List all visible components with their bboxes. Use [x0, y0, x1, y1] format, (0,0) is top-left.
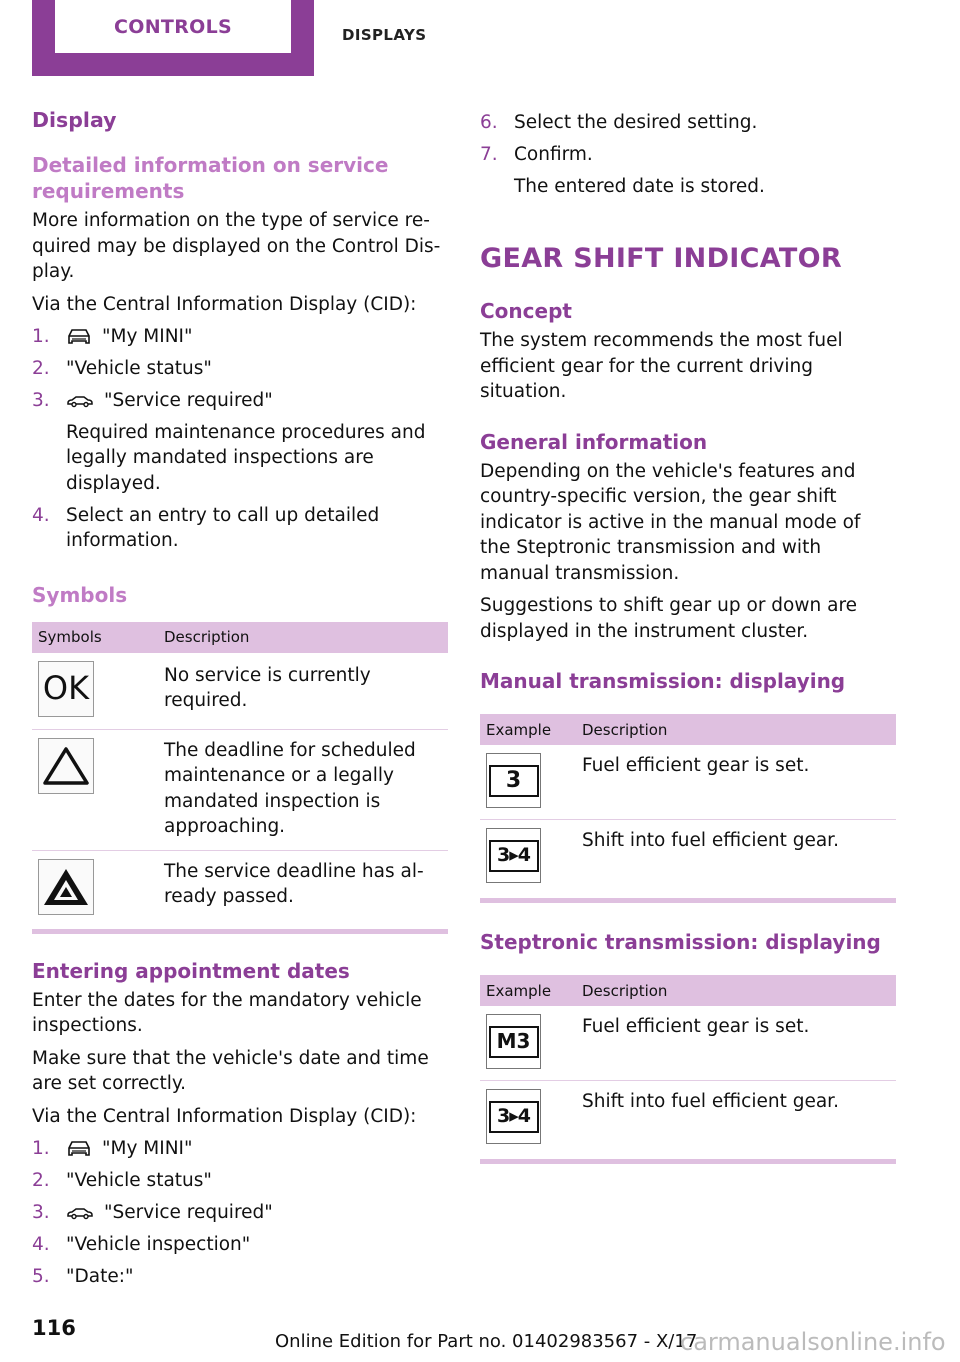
step-number: 3.: [32, 1202, 50, 1223]
general-info-heading: General information: [480, 429, 708, 454]
page-number: 116: [32, 1316, 76, 1340]
tab-displays[interactable]: DISPLAYS: [342, 26, 427, 44]
step-text: "My MINI": [102, 326, 193, 347]
step-number: 1.: [32, 326, 50, 347]
table-row: [32, 653, 448, 730]
steps-list-2: [32, 1136, 448, 1290]
list-item: [32, 1168, 448, 1194]
edition-text: Online Edition for Part no. 01402983567 - X/17: [275, 1331, 698, 1352]
gear-indicator-icon: 3: [486, 753, 541, 808]
step-number: 6.: [480, 112, 498, 133]
right-column: [480, 108, 896, 1164]
step-text: Select the desired setting.: [514, 112, 758, 133]
gear-shift-up-icon: 3▸4: [486, 1089, 541, 1144]
list-item: [32, 388, 448, 496]
step-number: 5.: [32, 1266, 50, 1287]
step-number: 7.: [480, 144, 498, 165]
appointment-text-2: Make sure that the vehicle's date and time are set correctly.: [32, 1047, 429, 1094]
step-number: 2.: [32, 358, 50, 379]
table-header-row: [32, 622, 448, 653]
warning-outline-icon: [38, 738, 94, 794]
list-item: [32, 503, 448, 554]
column-header: Description: [158, 622, 448, 653]
column-header: Symbols: [32, 622, 158, 653]
list-item: [32, 1264, 448, 1290]
symbols-heading: Symbols: [32, 582, 128, 607]
left-column: [32, 108, 448, 1296]
list-item: [32, 1200, 448, 1226]
tab-controls[interactable]: [32, 0, 314, 76]
table-row: [480, 820, 896, 895]
list-item: [480, 142, 896, 199]
list-item: [480, 110, 896, 136]
table-row: [480, 1081, 896, 1156]
table-row: [480, 1006, 896, 1081]
table-cell-desc: The service deadline has already passed.: [164, 860, 424, 907]
manual-transmission-heading: Manual transmission: displaying: [480, 669, 846, 693]
table-row: [32, 850, 448, 925]
via-cid-text: Via the Central Information Display (CID):: [32, 293, 417, 315]
general-info-text-1: Depending on the vehicle's features and country-specific version, the gear shift indicator is active in the manual mode of the Steptronic transmission and with manual transmission.: [480, 460, 861, 584]
gear-shift-heading: GEAR SHIFT INDICATOR: [480, 243, 842, 274]
steptronic-heading: Steptronic transmission: displaying: [480, 930, 881, 954]
car-front-icon: [66, 1140, 92, 1158]
table-end-rule: [32, 929, 448, 934]
symbols-table: [32, 622, 448, 925]
table-end-rule: [480, 898, 896, 903]
list-item: [32, 1136, 448, 1162]
concept-heading: Concept: [480, 299, 572, 323]
step-text: Select an entry to call up detailed information.: [66, 504, 380, 551]
step-number: 4.: [32, 504, 50, 526]
table-end-rule: [480, 1159, 896, 1164]
list-item: [32, 1232, 448, 1258]
car-side-icon: [66, 1206, 94, 1220]
car-side-icon: [66, 394, 94, 408]
step-text: "Service required": [104, 390, 273, 411]
concept-text: The system recommends the most fuel efficient gear for the current driving situation.: [480, 330, 843, 402]
gear-shift-up-icon: 3▸4: [486, 828, 541, 883]
step-text: "Vehicle status": [66, 358, 212, 379]
table-header-row: [480, 714, 896, 745]
column-header: Description: [576, 714, 896, 745]
step-subtext: The entered date is stored.: [514, 175, 765, 197]
step-text: "My MINI": [102, 1138, 193, 1159]
list-item: [32, 324, 448, 350]
list-item: [32, 356, 448, 382]
appointment-heading: Entering appointment dates: [32, 958, 350, 983]
manual-transmission-table: [480, 714, 896, 894]
gear-indicator-icon: M3: [486, 1014, 541, 1069]
steps-list-continued: [480, 110, 896, 199]
column-header: Example: [480, 975, 576, 1006]
step-number: 2.: [32, 1170, 50, 1191]
step-text: Confirm.: [514, 144, 593, 165]
appointment-text-3: Via the Central Information Display (CID):: [32, 1105, 417, 1127]
car-front-icon: [66, 328, 92, 346]
table-cell-desc: Shift into fuel efficient gear.: [582, 1091, 839, 1112]
step-text: "Vehicle inspection": [66, 1234, 251, 1255]
step-number: 3.: [32, 390, 50, 411]
display-heading: Display: [32, 108, 117, 132]
steptronic-table: [480, 975, 896, 1155]
warning-filled-icon: [38, 859, 94, 915]
column-header: Description: [576, 975, 896, 1006]
ok-icon: OK: [38, 661, 94, 717]
appointment-text-1: Enter the dates for the mandatory vehicle inspections.: [32, 989, 422, 1036]
detailed-info-text: More information on the type of service required may be displayed on the Control Display.: [32, 210, 441, 282]
general-info-text-2: Suggestions to shift gear up or down are displayed in the instrument cluster.: [480, 595, 858, 642]
table-cell-desc: Shift into fuel efficient gear.: [582, 830, 839, 851]
step-number: 1.: [32, 1138, 50, 1159]
detailed-info-heading: Detailed information on service requirements: [32, 153, 389, 203]
table-cell-desc: Fuel efficient gear is set.: [576, 1006, 896, 1081]
step-text: "Date:": [66, 1266, 134, 1287]
steps-list-1: [32, 324, 448, 554]
table-cell-desc: The deadline for scheduled maintenance or a legally mandated inspection is approaching.: [158, 729, 448, 850]
tab-controls-label: CONTROLS: [55, 0, 291, 53]
table-row: [480, 745, 896, 820]
step-text: "Service required": [104, 1202, 273, 1223]
step-text: "Vehicle status": [66, 1170, 212, 1191]
watermark: carmanualsonline.info: [680, 1328, 946, 1356]
table-row: [32, 729, 448, 850]
table-cell-desc: Fuel efficient gear is set.: [576, 745, 896, 820]
table-header-row: [480, 975, 896, 1006]
column-header: Example: [480, 714, 576, 745]
header-tabs: [32, 0, 452, 76]
step-number: 4.: [32, 1234, 50, 1255]
step-subtext: Required maintenance procedures and legally mandated inspections are displayed.: [66, 421, 426, 494]
table-cell-desc: No service is currently required.: [158, 653, 448, 730]
